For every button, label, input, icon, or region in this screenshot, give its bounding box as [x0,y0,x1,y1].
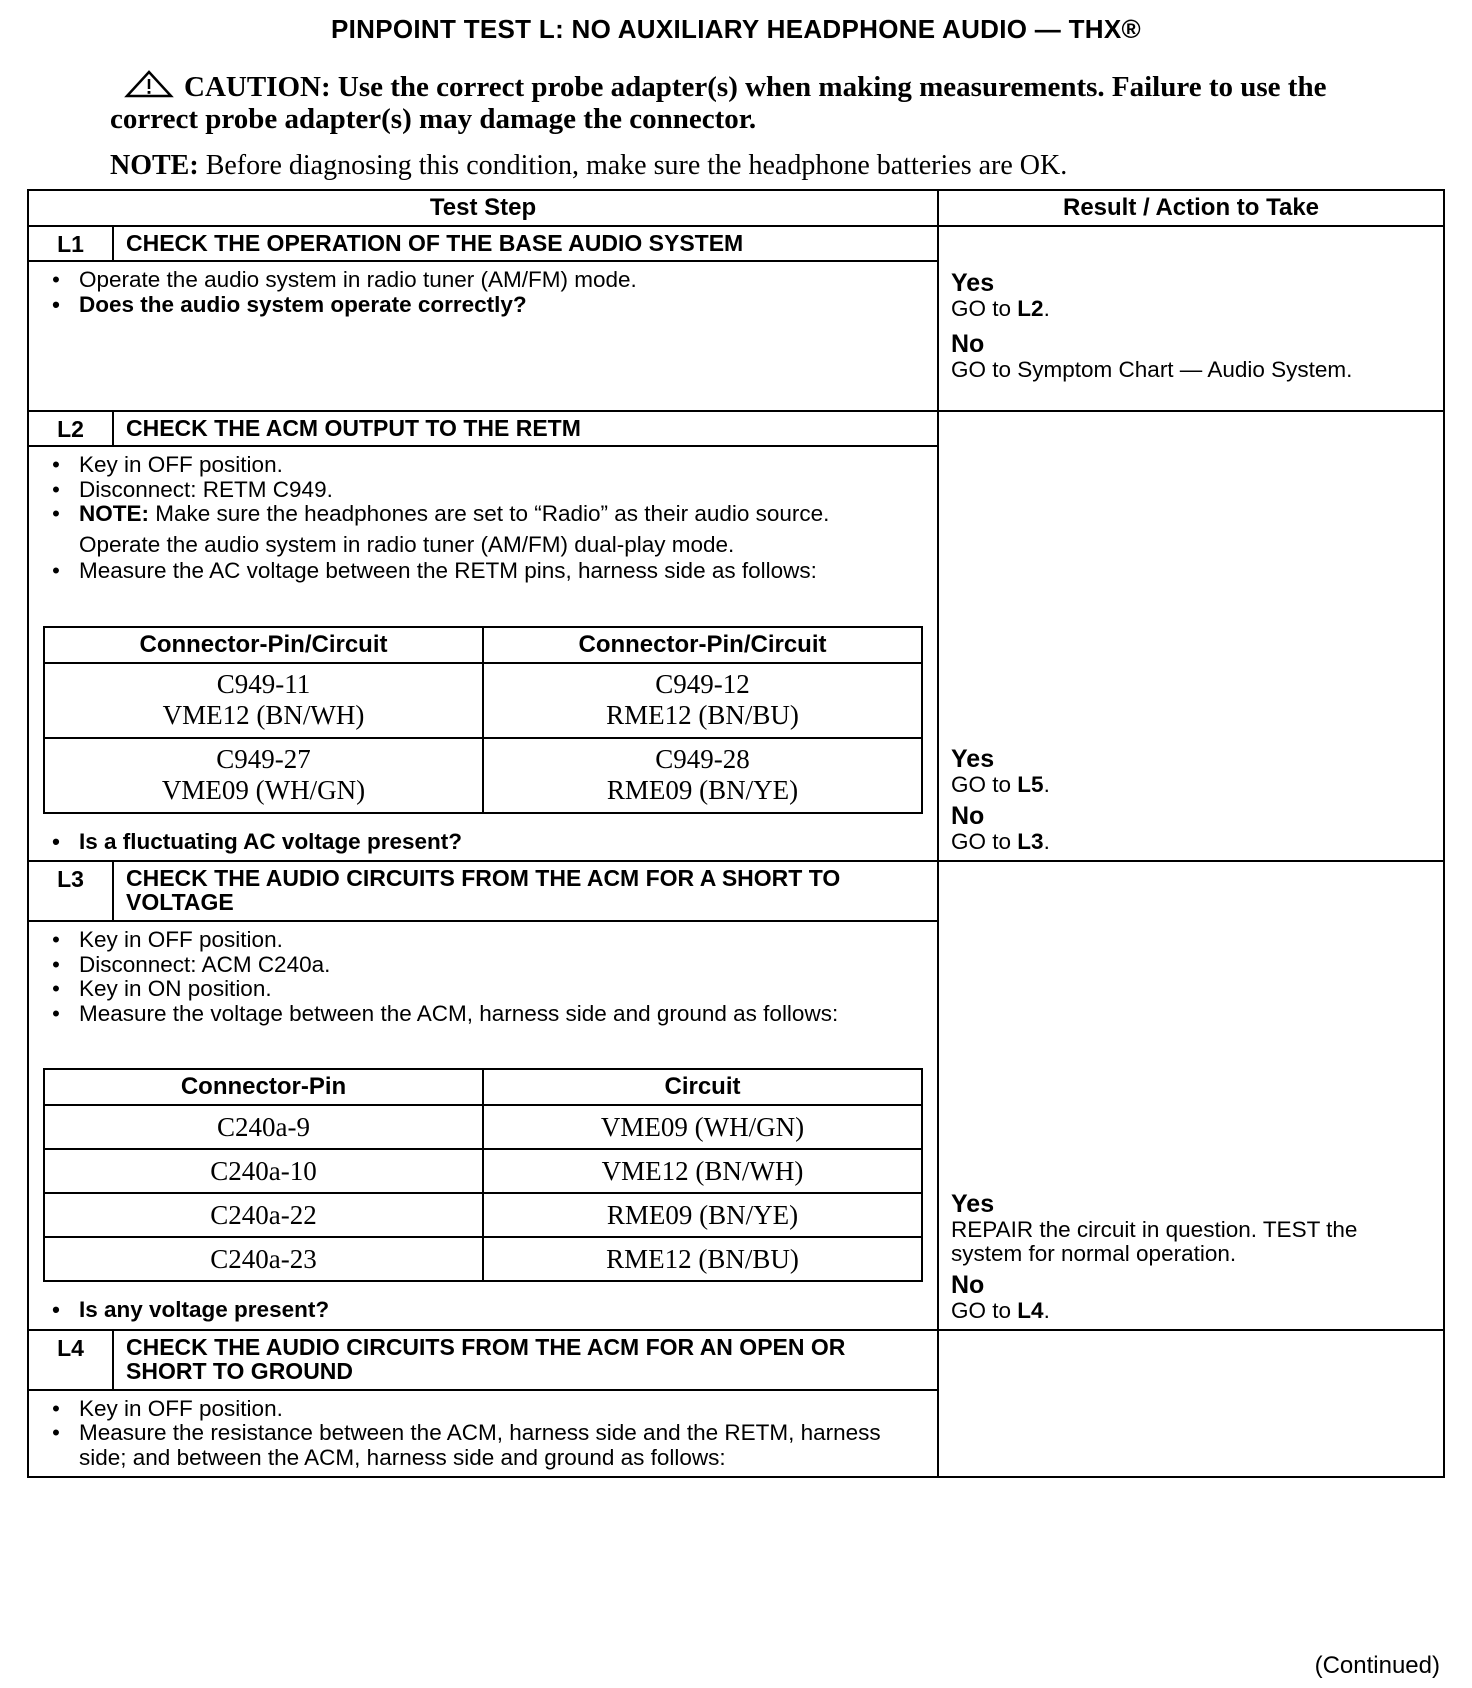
step-body [28,1390,938,1478]
list-item: • Disconnect: RETM C949. [41,478,921,503]
caution-notice [110,70,1360,135]
step-l2-result [938,411,1444,861]
list-item: • Measure the voltage between the ACM, harness side and ground as follows: [41,1002,921,1027]
goto-link: L5 [1017,772,1044,797]
table-cell: VME09 (WH/GN) [483,1105,922,1149]
pin-table-c240a [43,1068,923,1282]
table-row [44,738,922,813]
list-item: • Key in ON position. [41,977,921,1002]
table-row [44,1193,922,1237]
header-test-step: Test Step [28,190,938,226]
goto-link: L3 [1017,829,1044,854]
table-cell: C949-11 VME12 (BN/WH) [44,663,483,738]
step-l4-result [938,1330,1444,1478]
list-item: • Measure the AC voltage between the RETM pins, harness side as follows: [41,559,921,584]
result-no-action: GO to L4. [951,1297,1050,1323]
result-no-action: GO to Symptom Chart — Audio System. [951,357,1353,382]
pin-table-header: Circuit [483,1069,922,1105]
list-item: • Key in OFF position. [41,453,921,478]
result-no-label: No [951,1270,985,1299]
table-row [44,1237,922,1281]
step-l1-result [938,226,1444,411]
table-cell: C949-28 RME09 (BN/YE) [483,738,922,813]
step-l1-title-row [28,226,1444,261]
note [110,150,1410,182]
result-no-label: No [951,330,985,358]
table-cell: C949-12 RME12 (BN/BU) [483,663,922,738]
step-body [28,446,938,861]
list-item: • Operate the audio system in radio tuner (AM/FM) mode. [41,268,921,293]
goto-link: L2 [1017,296,1044,321]
step-title: CHECK THE OPERATION OF THE BASE AUDIO SYSTEM [113,226,938,261]
step-title: CHECK THE AUDIO CIRCUITS FROM THE ACM FOR A SHORT TO VOLTAGE [113,861,938,921]
result-yes-action: GO to L5. [951,772,1050,797]
step-question: • Is a fluctuating AC voltage present? [41,830,921,855]
result-yes-label: Yes [951,1189,995,1218]
pin-table-c949 [43,626,923,814]
note-text: Before diagnosing this condition, make sure the headphone batteries are OK. [205,150,1068,181]
warning-triangle-icon [124,70,174,98]
table-cell: C240a-10 [44,1149,483,1193]
pinpoint-test-table [27,189,1445,1478]
table-cell: RME09 (BN/YE) [483,1193,922,1237]
table-row [44,663,922,738]
step-body [28,921,938,1330]
table-header-row [28,190,1444,226]
table-cell: C240a-23 [44,1237,483,1281]
continued-label: (Continued) [1314,1652,1440,1679]
list-item: • Key in OFF position. [41,1397,921,1422]
pin-table-header: Connector-Pin/Circuit [483,627,922,663]
table-cell: C949-27 VME09 (WH/GN) [44,738,483,813]
note-continuation: Operate the audio system in radio tuner (AM/FM) dual-play mode. [79,531,735,557]
result-yes-action: REPAIR the circuit in question. TEST the system for normal operation. [951,1216,1358,1266]
list-item: • Key in OFF position. [41,928,921,953]
result-yes-label: Yes [951,745,995,773]
caution-text: Use the correct probe adapter(s) when making measurements. Failure to use the correct probe adapter(s) may damage the connector. [110,71,1327,135]
pin-table-header: Connector-Pin [44,1069,483,1105]
list-item: • NOTE: Make sure the headphones are set to “Radio” as their audio source. [41,502,921,527]
caution-label: CAUTION: [184,71,331,103]
step-question: • Does the audio system operate correctly? [41,293,921,318]
step-question: • Is any voltage present? [41,1298,921,1323]
step-l3-title-row [28,861,1444,921]
step-id: L3 [28,861,113,921]
list-item: • Measure the resistance between the ACM, harness side and the RETM, harness side; and between the ACM, harness side and ground as follows: [41,1421,921,1470]
step-l4-title-row [28,1330,1444,1390]
result-yes-label: Yes [951,269,995,297]
header-result: Result / Action to Take [938,190,1444,226]
result-no-action: GO to L3. [951,829,1050,854]
table-cell: RME12 (BN/BU) [483,1237,922,1281]
result-yes-action: GO to L2. [951,296,1050,321]
list-item: • Disconnect: ACM C240a. [41,953,921,978]
step-title: CHECK THE ACM OUTPUT TO THE RETM [113,411,938,446]
note-label: NOTE: [79,501,149,526]
step-id: L4 [28,1330,113,1390]
step-body [28,261,938,411]
goto-link: L4 [1017,1297,1044,1323]
step-l3-result [938,861,1444,1330]
table-cell: C240a-9 [44,1105,483,1149]
note-label: NOTE: [110,150,199,181]
step-id: L2 [28,411,113,446]
step-l2-title-row [28,411,1444,446]
table-cell: VME12 (BN/WH) [483,1149,922,1193]
table-row [44,1105,922,1149]
pin-table-header: Connector-Pin/Circuit [44,627,483,663]
step-title: CHECK THE AUDIO CIRCUITS FROM THE ACM FOR AN OPEN OR SHORT TO GROUND [113,1330,938,1390]
result-no-label: No [951,802,985,830]
step-id: L1 [28,226,113,261]
table-cell: C240a-22 [44,1193,483,1237]
page-title: PINPOINT TEST L: NO AUXILIARY HEADPHONE AUDIO — THX® [331,14,1141,44]
table-row [44,1149,922,1193]
